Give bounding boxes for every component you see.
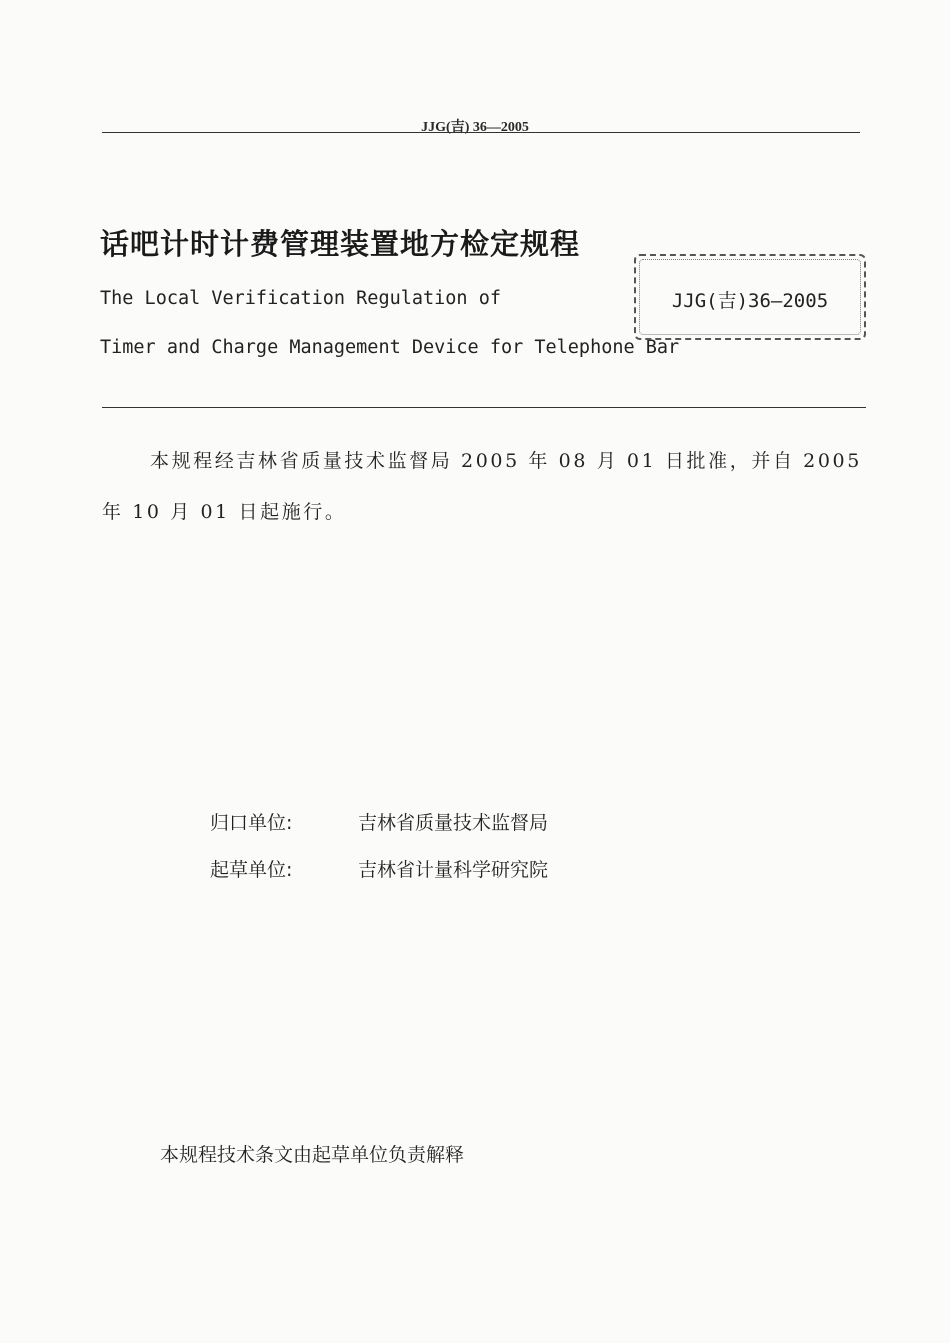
header-rule <box>102 132 860 133</box>
standard-code-box <box>634 254 866 340</box>
unit-row-drafting <box>210 855 548 882</box>
title-english-line1: The Local Verification Regulation of <box>100 288 501 309</box>
title-rule <box>102 407 866 408</box>
interpretation-note: 本规程技术条文由起草单位负责解释 <box>160 1144 465 1166</box>
approval-statement: 本规程经吉林省质量技术监督局 2005 年 08 月 01 日批准，并自 2005 年 10 月 01 日起施行。 <box>102 450 862 523</box>
unit-value: 吉林省质量技术监督局 <box>358 812 549 834</box>
title-english-line2: Timer and Charge Management Device for Telephone Bar <box>100 337 680 358</box>
unit-label: 归口单位: <box>210 812 293 834</box>
unit-row-responsible <box>210 808 548 835</box>
unit-label: 起草单位: <box>210 859 293 881</box>
running-header-code: JJG(吉) 36—2005 <box>421 120 529 135</box>
unit-value: 吉林省计量科学研究院 <box>358 859 549 881</box>
title-chinese: 话吧计时计费管理装置地方检定规程 <box>100 227 581 261</box>
standard-code: JJG(吉)36—2005 <box>671 290 829 312</box>
